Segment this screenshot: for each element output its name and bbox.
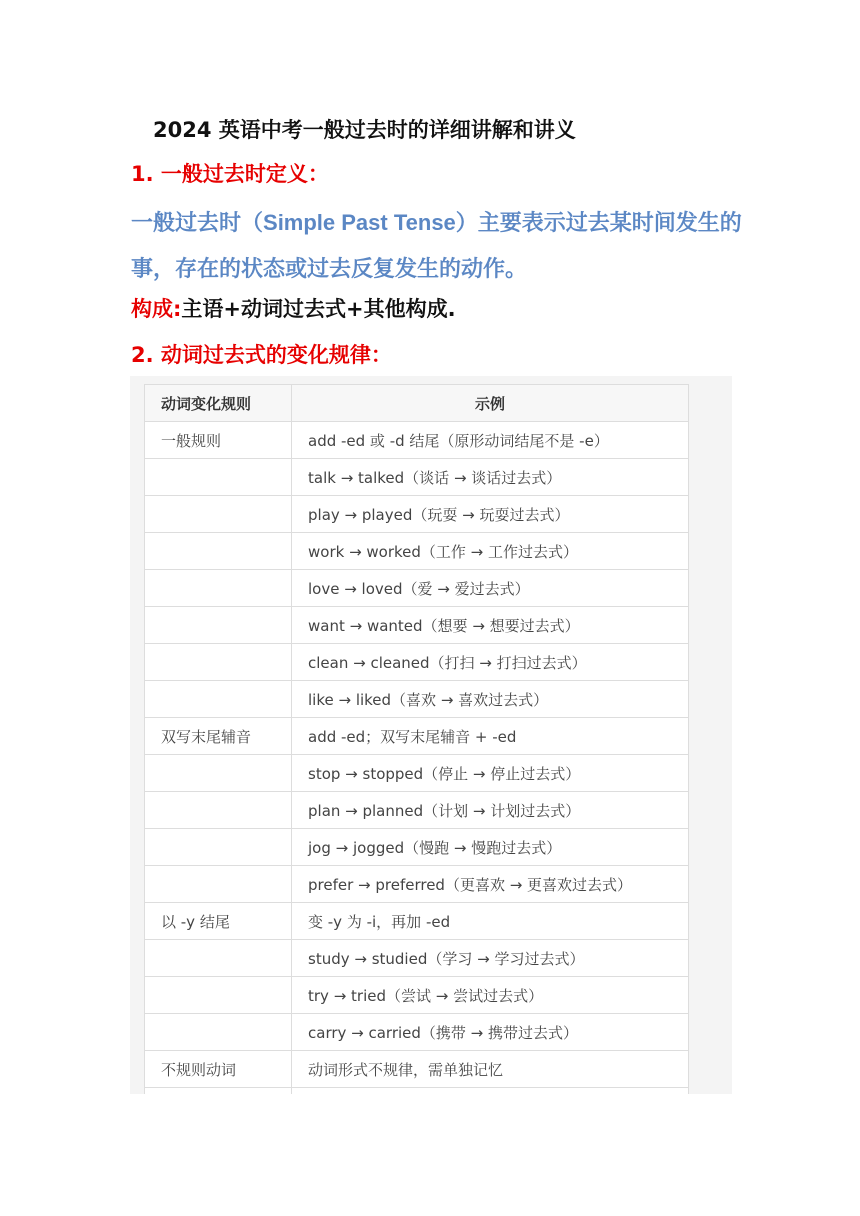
table-row xyxy=(145,570,689,607)
example-cell: clean → cleaned（打扫 → 打扫过去式） xyxy=(292,644,689,681)
example-cell: add -ed；双写末尾辅音 + -ed xyxy=(292,718,689,755)
example-cell: play → played（玩耍 → 玩耍过去式） xyxy=(292,496,689,533)
rule-cell: 一般规则 xyxy=(145,422,292,459)
table-row xyxy=(145,792,689,829)
rule-cell xyxy=(145,496,292,533)
table-row xyxy=(145,644,689,681)
table-row xyxy=(145,829,689,866)
rule-cell xyxy=(145,977,292,1014)
rule-cell xyxy=(145,1014,292,1051)
header-rule: 动词变化规则 xyxy=(145,385,292,422)
table-row xyxy=(145,607,689,644)
table-row xyxy=(145,1051,689,1088)
table-row xyxy=(145,1088,689,1095)
page-title: 2024 英语中考一般过去时的详细讲解和讲义 xyxy=(153,118,576,142)
example-cell xyxy=(292,1088,689,1095)
table-row xyxy=(145,459,689,496)
rule-cell: 以 -y 结尾 xyxy=(145,903,292,940)
table-row xyxy=(145,977,689,1014)
definition-prefix: 一般过去时（ xyxy=(131,211,264,236)
example-cell: like → liked（喜欢 → 喜欢过去式） xyxy=(292,681,689,718)
table-row xyxy=(145,533,689,570)
header-example: 示例 xyxy=(292,385,689,422)
example-cell: prefer → preferred（更喜欢 → 更喜欢过去式） xyxy=(292,866,689,903)
example-cell: 变 -y 为 -i，再加 -ed xyxy=(292,903,689,940)
section-heading-rules: 2. 动词过去式的变化规律： xyxy=(131,343,392,367)
rule-cell xyxy=(145,607,292,644)
example-cell: study → studied（学习 → 学习过去式） xyxy=(292,940,689,977)
example-cell: stop → stopped（停止 → 停止过去式） xyxy=(292,755,689,792)
rule-cell: 双写末尾辅音 xyxy=(145,718,292,755)
example-cell: 动词形式不规律，需单独记忆 xyxy=(292,1051,689,1088)
verb-rules-table xyxy=(144,384,689,1094)
formation-text: 主语+动词过去式+其他构成. xyxy=(181,297,456,321)
rule-cell xyxy=(145,940,292,977)
rule-cell xyxy=(145,570,292,607)
table-row xyxy=(145,422,689,459)
table-row xyxy=(145,940,689,977)
rule-cell xyxy=(145,792,292,829)
table-image-frame xyxy=(130,376,732,1094)
formation-line xyxy=(131,293,456,323)
example-cell: work → worked（工作 → 工作过去式） xyxy=(292,533,689,570)
example-cell: plan → planned（计划 → 计划过去式） xyxy=(292,792,689,829)
rule-cell xyxy=(145,1088,292,1095)
definition-paragraph xyxy=(131,200,751,293)
rule-cell xyxy=(145,829,292,866)
rule-cell: 不规则动词 xyxy=(145,1051,292,1088)
table-header-row xyxy=(145,385,689,422)
table-row xyxy=(145,903,689,940)
table-row xyxy=(145,681,689,718)
rule-cell xyxy=(145,755,292,792)
example-cell: try → tried（尝试 → 尝试过去式） xyxy=(292,977,689,1014)
definition-suffix: ）主要表示过去某时间发生的事，存在的状态或过去反复发生的动作。 xyxy=(131,211,742,282)
example-cell: jog → jogged（慢跑 → 慢跑过去式） xyxy=(292,829,689,866)
definition-term-en: Simple Past Tense xyxy=(263,210,456,235)
formation-label: 构成: xyxy=(131,297,182,321)
table-row xyxy=(145,1014,689,1051)
rule-cell xyxy=(145,533,292,570)
rule-cell xyxy=(145,459,292,496)
table-row xyxy=(145,755,689,792)
rule-cell xyxy=(145,866,292,903)
table-row xyxy=(145,496,689,533)
table-row xyxy=(145,866,689,903)
example-cell: add -ed 或 -d 结尾（原形动词结尾不是 -e） xyxy=(292,422,689,459)
table-row xyxy=(145,718,689,755)
rule-cell xyxy=(145,681,292,718)
example-cell: love → loved（爱 → 爱过去式） xyxy=(292,570,689,607)
section-heading-definition: 1. 一般过去时定义： xyxy=(131,162,329,186)
example-cell: talk → talked（谈话 → 谈话过去式） xyxy=(292,459,689,496)
example-cell: want → wanted（想要 → 想要过去式） xyxy=(292,607,689,644)
rule-cell xyxy=(145,644,292,681)
example-cell: carry → carried（携带 → 携带过去式） xyxy=(292,1014,689,1051)
